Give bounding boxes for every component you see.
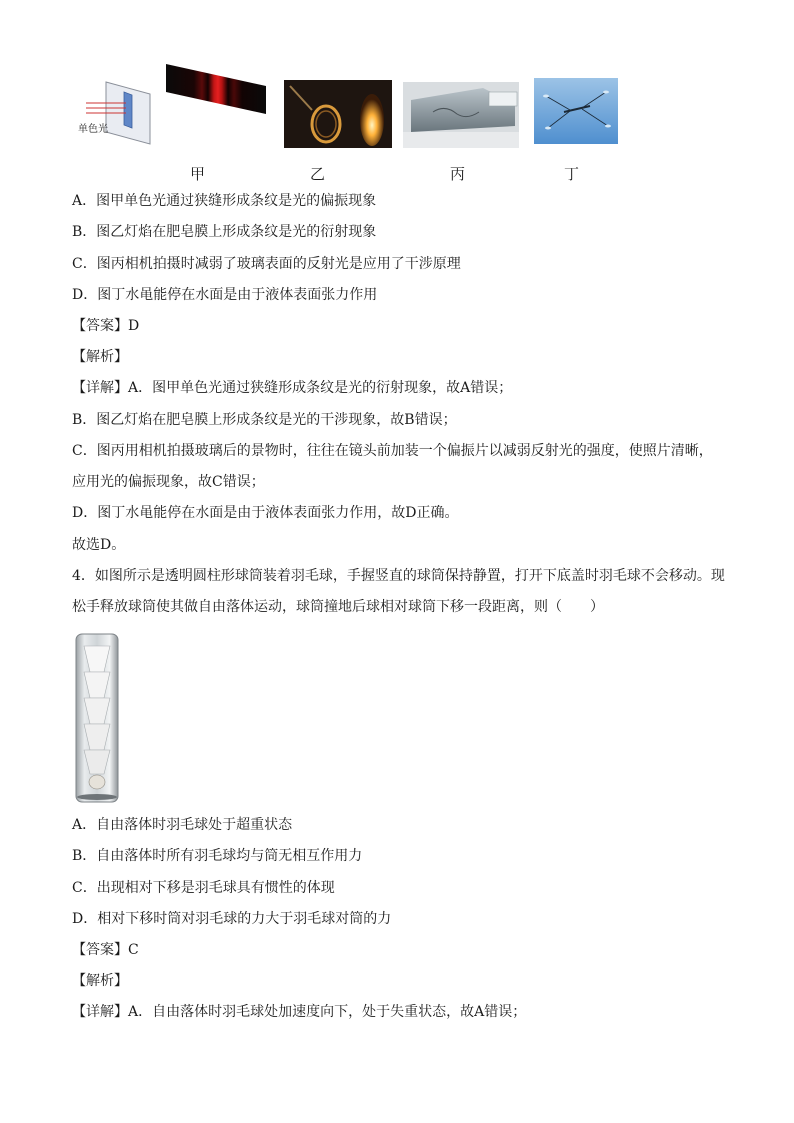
q4-option-c: C．出现相对下移是羽毛球具有惯性的体现 bbox=[72, 880, 335, 896]
water-strider-image bbox=[534, 78, 618, 144]
q3-detail-line: 应用光的偏振现象，故C错误； bbox=[72, 474, 265, 490]
q4-stem-line: 4．如图所示是透明圆柱形球筒装着羽毛球，手握竖直的球筒保持静置，打开下底盖时羽毛球不会移动。现 bbox=[72, 568, 725, 584]
q3-option-d: D．图丁水黾能停在水面是由于液体表面张力作用 bbox=[72, 287, 378, 303]
q3-option-b: B．图乙灯焰在肥皂膜上形成条纹是光的衍射现象 bbox=[72, 224, 377, 240]
caption-ding: 丁 bbox=[564, 165, 580, 183]
q4-stem-line: 松手释放球筒使其做自由落体运动，球筒撞地后球相对球筒下移一段距离，则（ ） bbox=[72, 599, 604, 615]
q4-analysis-heading: 【解析】 bbox=[72, 973, 128, 989]
slit-diagram-figure bbox=[80, 70, 160, 150]
q3-option-a: A．图甲单色光通过狭缝形成条纹是光的偏振现象 bbox=[72, 193, 377, 209]
shuttlecock-tube-image bbox=[74, 632, 120, 804]
q3-detail-line: C．图丙用相机拍摄玻璃后的景物时，往往在镜头前加装一个偏振片以减弱反射光的强度，使照片清晰， bbox=[72, 443, 713, 459]
figure-row bbox=[80, 62, 640, 162]
fringe-pattern-image bbox=[166, 64, 266, 146]
q3-detail-line: 【详解】A．图甲单色光通过狭缝形成条纹是光的衍射现象，故A错误； bbox=[72, 380, 513, 396]
q4-option-a: A．自由落体时羽毛球处于超重状态 bbox=[72, 817, 293, 833]
monochromatic-light-label: 单色光 bbox=[78, 124, 108, 135]
q4-option-b: B．自由落体时所有羽毛球均与筒无相互作用力 bbox=[72, 848, 363, 864]
q4-detail-line: 【详解】A．自由落体时羽毛球处加速度向下，处于失重状态，故A错误； bbox=[72, 1004, 527, 1020]
q3-detail-line: B．图乙灯焰在肥皂膜上形成条纹是光的干涉现象，故B错误； bbox=[72, 412, 457, 428]
caption-jia: 甲 bbox=[190, 165, 206, 183]
q3-option-c: C．图丙相机拍摄时减弱了玻璃表面的反射光是应用了干涉原理 bbox=[72, 256, 461, 272]
caption-yi: 乙 bbox=[310, 165, 326, 183]
q3-detail-line: D．图丁水黾能停在水面是由于液体表面张力作用，故D正确。 bbox=[72, 505, 459, 521]
car-windshield-image bbox=[403, 82, 519, 148]
caption-bing: 丙 bbox=[450, 165, 466, 183]
q4-answer: 【答案】C bbox=[72, 942, 139, 958]
flame-soap-film-image bbox=[284, 80, 392, 148]
q3-answer: 【答案】D bbox=[72, 318, 140, 334]
q3-analysis-heading: 【解析】 bbox=[72, 349, 128, 365]
q3-conclusion: 故选D。 bbox=[72, 537, 126, 553]
q4-option-d: D．相对下移时筒对羽毛球的力大于羽毛球对筒的力 bbox=[72, 911, 392, 927]
